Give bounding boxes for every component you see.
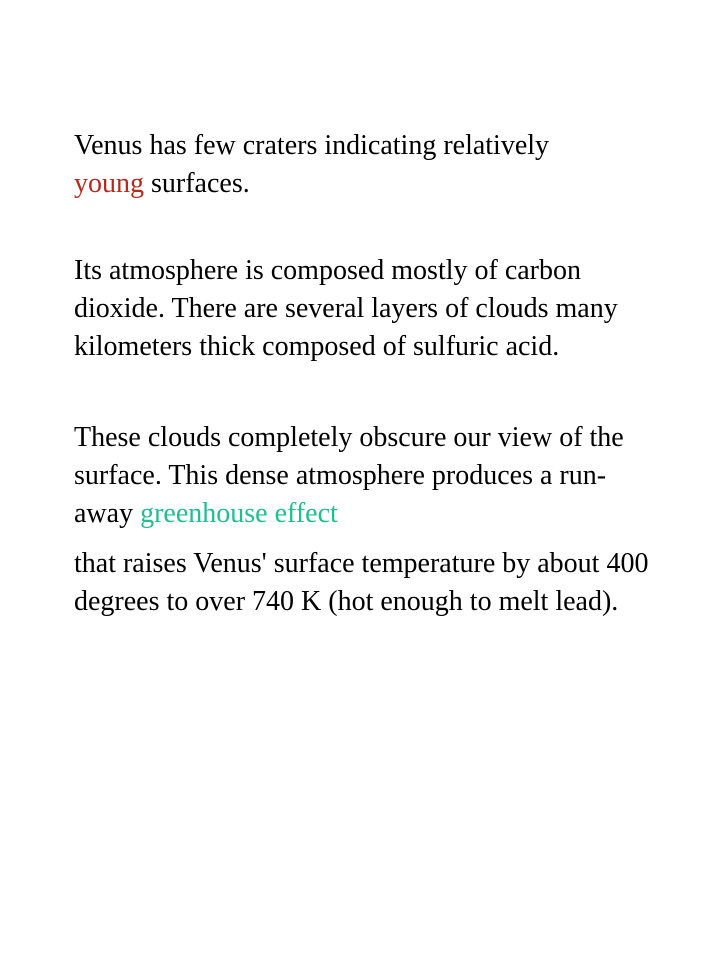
craters-text: Venus has few craters indicating relatively bbox=[74, 130, 550, 161]
clouds-text: These clouds completely obscure our view of the surface. This dense atmosphere produces a run-away bbox=[74, 422, 624, 529]
paragraph-temperature: that raises Venus' surface temperature by about 400 degrees to over 740 K (hot enough to melt lead). bbox=[74, 548, 649, 617]
paragraph-atmosphere: Its atmosphere is composed mostly of carbon dioxide. There are several layers of clouds many kilometers thick composed of sulfuric acid. bbox=[74, 255, 618, 362]
paragraph-clouds bbox=[74, 419, 654, 533]
greenhouse-effect-highlight: greenhouse effect bbox=[140, 498, 338, 529]
young-highlight: young bbox=[74, 168, 144, 199]
surfaces-text: surfaces. bbox=[144, 168, 250, 199]
paragraph-craters bbox=[74, 127, 654, 203]
